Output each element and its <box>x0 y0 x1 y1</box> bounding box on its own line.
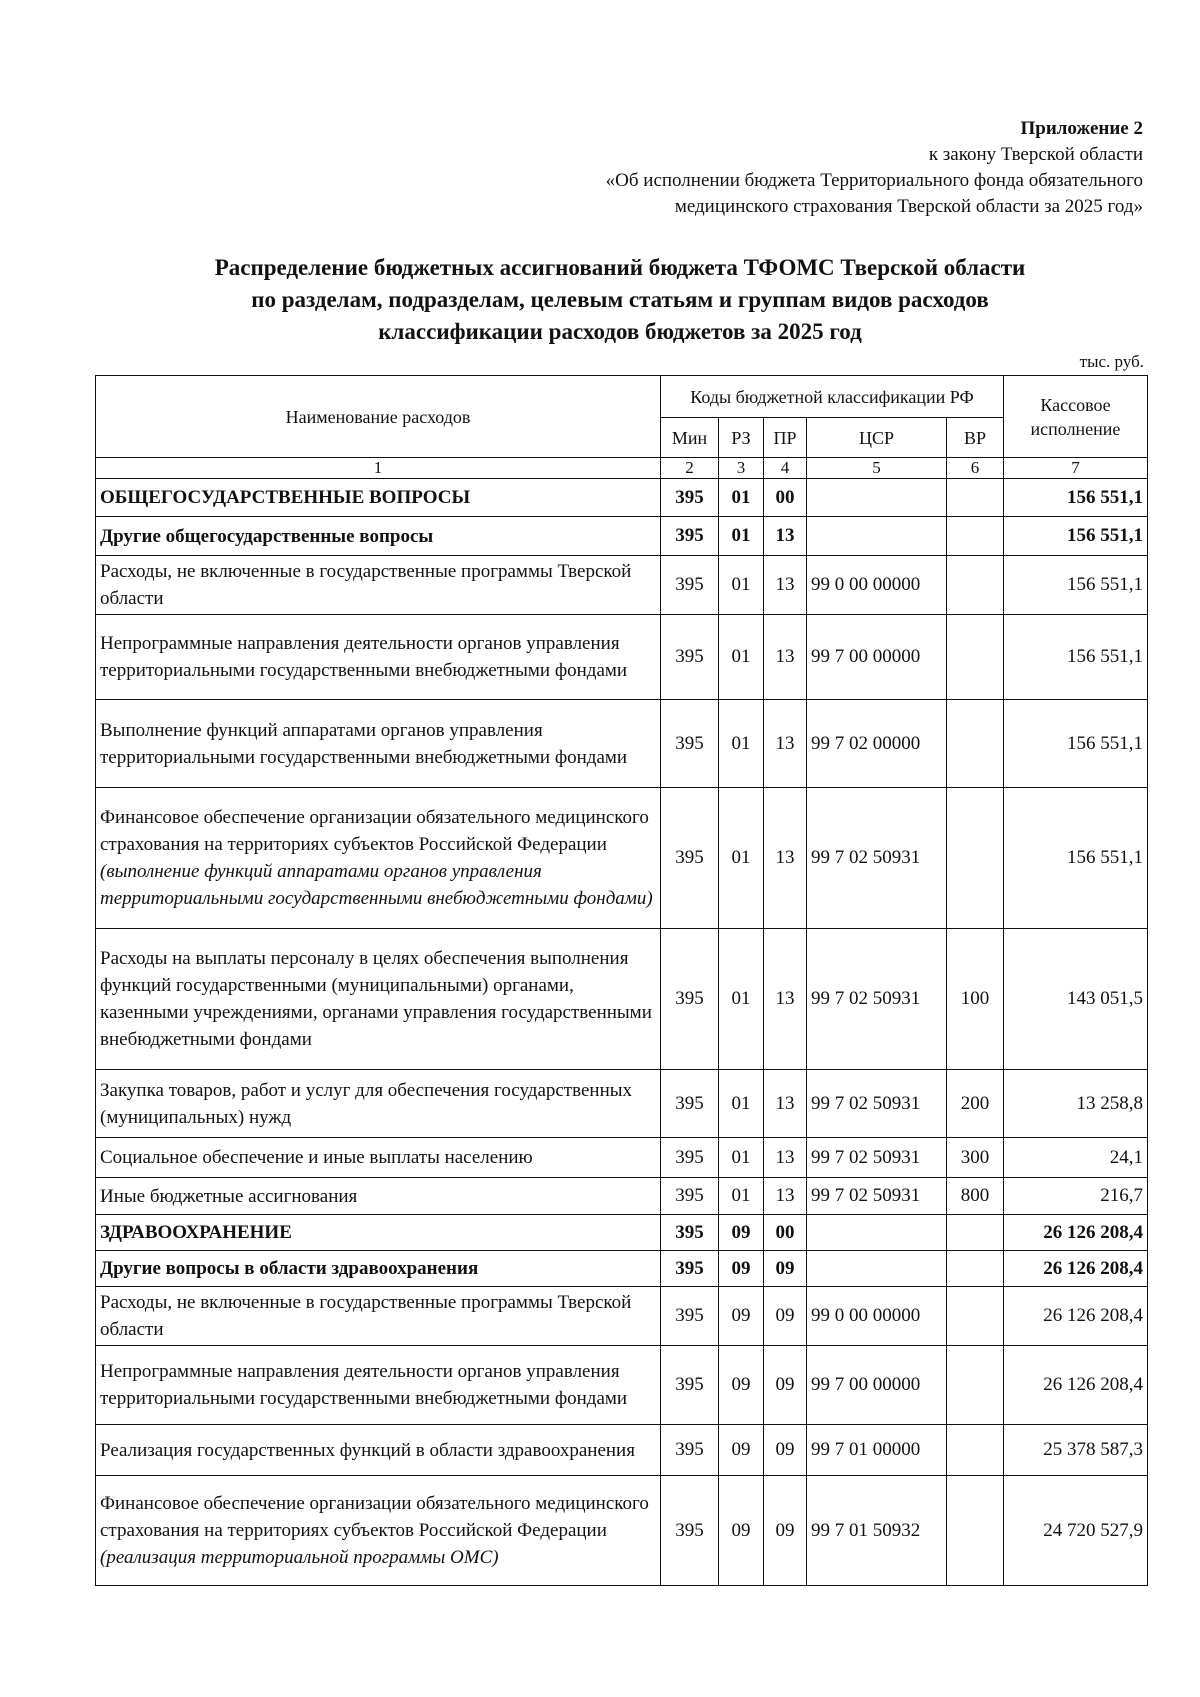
row-pr: 09 <box>764 1287 807 1346</box>
budget-table <box>95 375 1148 1586</box>
row-pr: 13 <box>764 615 807 700</box>
row-pr: 09 <box>764 1476 807 1586</box>
row-vr <box>947 479 1004 517</box>
row-vr <box>947 517 1004 556</box>
row-vr <box>947 1476 1004 1586</box>
column-number-row <box>96 458 1148 479</box>
header-vr: ВР <box>947 418 1004 458</box>
row-csr <box>807 1251 947 1287</box>
table-row <box>96 788 1148 929</box>
row-name <box>96 1476 661 1586</box>
row-csr: 99 7 02 00000 <box>807 700 947 788</box>
row-vr: 100 <box>947 929 1004 1070</box>
row-rz: 01 <box>719 929 764 1070</box>
row-csr: 99 0 00 00000 <box>807 1287 947 1346</box>
row-sum: 156 551,1 <box>1004 556 1148 615</box>
row-sum: 26 126 208,4 <box>1004 1287 1148 1346</box>
table-row <box>96 1138 1148 1178</box>
row-sum: 156 551,1 <box>1004 788 1148 929</box>
table-row <box>96 700 1148 788</box>
row-vr <box>947 788 1004 929</box>
row-name: Выполнение функций аппаратами органов управления территориальными государственными внебюджетными фондами <box>96 700 661 788</box>
row-vr: 200 <box>947 1070 1004 1138</box>
row-min: 395 <box>661 700 719 788</box>
row-name: Иные бюджетные ассигнования <box>96 1178 661 1215</box>
row-vr <box>947 1346 1004 1425</box>
row-min: 395 <box>661 1287 719 1346</box>
row-pr: 13 <box>764 788 807 929</box>
header-min: Мин <box>661 418 719 458</box>
row-sum: 26 126 208,4 <box>1004 1346 1148 1425</box>
row-sum: 24,1 <box>1004 1138 1148 1178</box>
row-name: Расходы, не включенные в государственные программы Тверской области <box>96 1287 661 1346</box>
row-csr <box>807 479 947 517</box>
header-name: Наименование расходов <box>96 376 661 458</box>
row-min: 395 <box>661 1215 719 1251</box>
row-min: 395 <box>661 929 719 1070</box>
row-vr <box>947 700 1004 788</box>
row-min: 395 <box>661 556 719 615</box>
row-name: Непрограммные направления деятельности органов управления территориальными государственными внебюджетными фондами <box>96 615 661 700</box>
row-vr <box>947 1251 1004 1287</box>
appendix-line-1: к закону Тверской области <box>928 144 1143 165</box>
row-vr <box>947 556 1004 615</box>
row-name: Реализация государственных функций в области здравоохранения <box>96 1425 661 1476</box>
colnum-4: 4 <box>764 458 807 479</box>
appendix-line-2: «Об исполнении бюджета Территориального фонда обязательного <box>605 170 1143 191</box>
header-rz: РЗ <box>719 418 764 458</box>
table-row <box>96 929 1148 1070</box>
row-name-italic: (выполнение функций аппаратами органов управления территориальными государственными внебюджетными фондами) <box>100 861 653 909</box>
row-csr: 99 7 02 50931 <box>807 1178 947 1215</box>
row-rz: 09 <box>719 1346 764 1425</box>
row-rz: 09 <box>719 1476 764 1586</box>
row-sum: 25 378 587,3 <box>1004 1425 1148 1476</box>
appendix-title: Приложение 2 <box>1020 118 1143 139</box>
row-rz: 01 <box>719 615 764 700</box>
row-csr: 99 7 01 00000 <box>807 1425 947 1476</box>
row-sum: 156 551,1 <box>1004 517 1148 556</box>
row-pr: 09 <box>764 1425 807 1476</box>
row-name: Другие общегосударственные вопросы <box>96 517 661 556</box>
table-row <box>96 479 1148 517</box>
row-min: 395 <box>661 615 719 700</box>
row-pr: 13 <box>764 700 807 788</box>
row-vr <box>947 1215 1004 1251</box>
colnum-7: 7 <box>1004 458 1148 479</box>
row-vr <box>947 615 1004 700</box>
table-row <box>96 1178 1148 1215</box>
header-pr: ПР <box>764 418 807 458</box>
appendix-line-3: медицинского страхования Тверской области за 2025 год» <box>674 196 1143 217</box>
row-pr: 13 <box>764 517 807 556</box>
row-min: 395 <box>661 517 719 556</box>
row-csr: 99 7 00 00000 <box>807 1346 947 1425</box>
row-min: 395 <box>661 1476 719 1586</box>
row-pr: 09 <box>764 1251 807 1287</box>
row-name <box>96 788 661 929</box>
table-row <box>96 1251 1148 1287</box>
row-csr <box>807 517 947 556</box>
row-min: 395 <box>661 479 719 517</box>
colnum-5: 5 <box>807 458 947 479</box>
row-pr: 00 <box>764 479 807 517</box>
table-row <box>96 1476 1148 1586</box>
row-pr: 00 <box>764 1215 807 1251</box>
row-name: Непрограммные направления деятельности органов управления территориальными государственными внебюджетными фондами <box>96 1346 661 1425</box>
table-row <box>96 1346 1148 1425</box>
row-sum: 26 126 208,4 <box>1004 1251 1148 1287</box>
row-rz: 01 <box>719 517 764 556</box>
row-csr <box>807 1215 947 1251</box>
document-title <box>120 252 1120 348</box>
title-line-1: Распределение бюджетных ассигнований бюджета ТФОМС Тверской области <box>214 255 1026 280</box>
appendix-block <box>606 116 1143 220</box>
row-csr: 99 7 02 50931 <box>807 1070 947 1138</box>
row-min: 395 <box>661 1425 719 1476</box>
row-csr: 99 7 02 50931 <box>807 788 947 929</box>
row-min: 395 <box>661 1251 719 1287</box>
header-csr: ЦСР <box>807 418 947 458</box>
table-row <box>96 1215 1148 1251</box>
row-rz: 01 <box>719 1138 764 1178</box>
row-pr: 13 <box>764 929 807 1070</box>
row-sum: 13 258,8 <box>1004 1070 1148 1138</box>
row-rz: 01 <box>719 1178 764 1215</box>
row-sum: 26 126 208,4 <box>1004 1215 1148 1251</box>
table-row <box>96 615 1148 700</box>
colnum-2: 2 <box>661 458 719 479</box>
row-rz: 01 <box>719 479 764 517</box>
row-rz: 01 <box>719 556 764 615</box>
row-sum: 216,7 <box>1004 1178 1148 1215</box>
row-name-italic: (реализация территориальной программы ОМС) <box>100 1547 499 1568</box>
row-name: Другие вопросы в области здравоохранения <box>96 1251 661 1287</box>
row-pr: 13 <box>764 1178 807 1215</box>
colnum-6: 6 <box>947 458 1004 479</box>
title-line-2: по разделам, подразделам, целевым статьям и группам видов расходов <box>251 287 989 312</box>
table-row <box>96 517 1148 556</box>
row-rz: 09 <box>719 1287 764 1346</box>
row-min: 395 <box>661 1138 719 1178</box>
row-rz: 09 <box>719 1215 764 1251</box>
row-min: 395 <box>661 1070 719 1138</box>
colnum-1: 1 <box>96 458 661 479</box>
header-exec: Кассовое исполнение <box>1004 376 1148 458</box>
table-row <box>96 1425 1148 1476</box>
row-vr <box>947 1425 1004 1476</box>
row-sum: 156 551,1 <box>1004 700 1148 788</box>
table-row <box>96 556 1148 615</box>
row-min: 395 <box>661 1178 719 1215</box>
table-row <box>96 1287 1148 1346</box>
row-rz: 01 <box>719 1070 764 1138</box>
row-name: ЗДРАВООХРАНЕНИЕ <box>96 1215 661 1251</box>
row-csr: 99 7 02 50931 <box>807 929 947 1070</box>
row-pr: 09 <box>764 1346 807 1425</box>
row-rz: 01 <box>719 788 764 929</box>
row-csr: 99 7 02 50931 <box>807 1138 947 1178</box>
row-sum: 156 551,1 <box>1004 615 1148 700</box>
header-codes: Коды бюджетной классификации РФ <box>661 376 1004 418</box>
row-sum: 156 551,1 <box>1004 479 1148 517</box>
row-rz: 09 <box>719 1251 764 1287</box>
row-name: Расходы, не включенные в государственные программы Тверской области <box>96 556 661 615</box>
row-name-text: Финансовое обеспечение организации обязательного медицинского страхования на территориях субъектов Российской Федерации <box>100 807 649 855</box>
row-pr: 13 <box>764 1070 807 1138</box>
row-pr: 13 <box>764 556 807 615</box>
row-name: Социальное обеспечение и иные выплаты населению <box>96 1138 661 1178</box>
row-vr: 800 <box>947 1178 1004 1215</box>
units-label: тыс. руб. <box>1079 352 1144 371</box>
row-min: 395 <box>661 788 719 929</box>
row-csr: 99 7 01 50932 <box>807 1476 947 1586</box>
row-vr: 300 <box>947 1138 1004 1178</box>
row-csr: 99 0 00 00000 <box>807 556 947 615</box>
table-row <box>96 1070 1148 1138</box>
row-sum: 24 720 527,9 <box>1004 1476 1148 1586</box>
colnum-3: 3 <box>719 458 764 479</box>
row-sum: 143 051,5 <box>1004 929 1148 1070</box>
title-line-3: классификации расходов бюджетов за 2025 год <box>378 319 862 344</box>
row-name: ОБЩЕГОСУДАРСТВЕННЫЕ ВОПРОСЫ <box>96 479 661 517</box>
row-csr: 99 7 00 00000 <box>807 615 947 700</box>
row-name-text: Финансовое обеспечение организации обязательного медицинского страхования на территориях субъектов Российской Федерации <box>100 1493 649 1541</box>
row-rz: 09 <box>719 1425 764 1476</box>
row-rz: 01 <box>719 700 764 788</box>
row-vr <box>947 1287 1004 1346</box>
row-min: 395 <box>661 1346 719 1425</box>
row-name: Расходы на выплаты персоналу в целях обеспечения выполнения функций государственными (муниципальными) органами, казенными учреждениями, органами управления государственными внебюджетными фондами <box>96 929 661 1070</box>
row-name: Закупка товаров, работ и услуг для обеспечения государственных (муниципальных) нужд <box>96 1070 661 1138</box>
row-pr: 13 <box>764 1138 807 1178</box>
